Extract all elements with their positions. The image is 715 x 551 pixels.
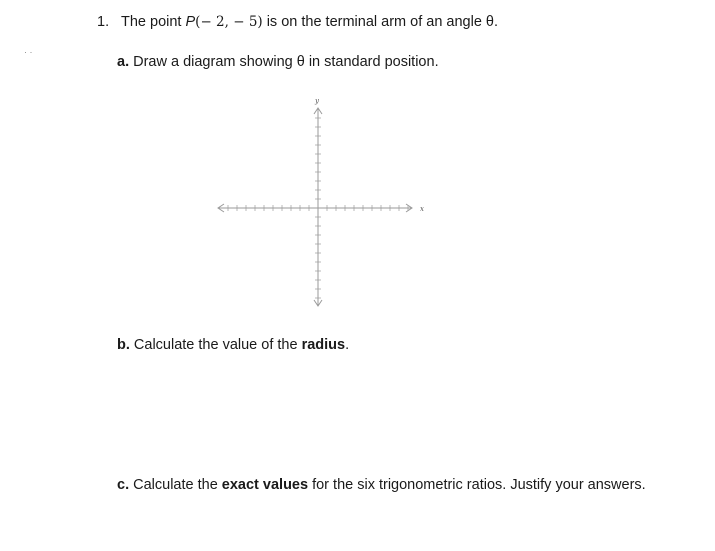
x-axis-label: x	[420, 205, 424, 213]
question-number: 1.	[97, 14, 110, 30]
part-b-text: Calculate the value of the	[129, 337, 302, 353]
part-c-text: Calculate the	[129, 477, 222, 493]
part-b-bold: radius	[301, 337, 346, 353]
question-text-end: is on the terminal arm of an angle θ.	[262, 14, 499, 30]
coordinate-axes	[210, 94, 430, 314]
part-b-label: b.	[117, 337, 130, 353]
part-b	[117, 336, 349, 354]
part-c	[117, 476, 646, 494]
point-coordinates: (− 2, − 5)	[195, 14, 263, 30]
point-name: P	[185, 14, 196, 30]
part-c-bold: exact values	[221, 477, 309, 493]
part-b-end: .	[345, 337, 350, 353]
part-a	[117, 53, 439, 71]
question-text-start: The point	[121, 14, 186, 30]
part-c-label: c.	[117, 477, 130, 493]
part-a-label: a.	[117, 54, 130, 70]
y-axis-label: y	[315, 97, 319, 105]
part-c-end: for the six trigonometric ratios. Justify your answers.	[308, 477, 646, 493]
stray-mark: · ·	[24, 47, 33, 57]
question-1	[97, 13, 498, 31]
part-a-text: Draw a diagram showing θ in standard position.	[129, 54, 439, 70]
